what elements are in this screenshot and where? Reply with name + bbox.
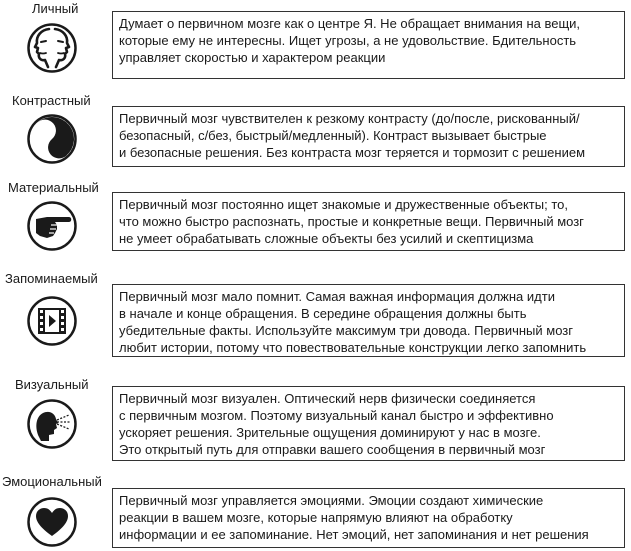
section-label-emotional: Эмоциональный [2, 474, 102, 489]
description-visual: Первичный мозг визуален. Оптический нерв физически соединяется с первичным мозгом. Поэтому визуальный канал быстро и эффективно ускоряет решения. Зрительные ощущения доминируют у нас в мозге. Это открытый путь для отправки вашего сообщения в первичный мозг [112, 386, 625, 461]
description-material: Первичный мозг постоянно ищет знакомые и дружественные объекты; то, что можно быстро распознать, простые и конкретные вещи. Первичный мозг не умеет обрабатывать сложные объекты без усилий и скептицизма [112, 192, 625, 251]
description-contrast: Первичный мозг чувствителен к резкому контрасту (до/после, рискованный/ безопасный, с/без, быстрый/медленный). Контраст вызывает быстрые и безопасные решения. Без контраста мозг теряется и тормозит с решением [112, 106, 625, 167]
description-emotional: Первичный мозг управляется эмоциями. Эмоции создают химические реакции в вашем мозге, которые напрямую влияют на обработку информации и ее запоминание. Нет эмоций, нет запоминания и нет решения [112, 488, 625, 548]
section-label-visual: Визуальный [15, 377, 89, 392]
head-eye-icon [27, 399, 77, 449]
yin-yang-icon [27, 114, 77, 164]
pointing-hand-icon [27, 201, 77, 251]
heart-icon [27, 497, 77, 547]
section-label-memorable: Запоминаемый [5, 271, 98, 286]
section-label-contrast: Контрастный [12, 93, 91, 108]
two-faces-icon [27, 23, 77, 73]
section-label-material: Материальный [8, 180, 99, 195]
description-memorable: Первичный мозг мало помнит. Самая важная информация должна идти в начале и конце обращения. В середине обращения должны быть убедительные факты. Используйте максимум три довода. Первичный мозг любит истории, потому что повествовательные конструкции легко запомнить [112, 284, 625, 357]
section-label-personal: Личный [32, 1, 79, 16]
description-personal: Думает о первичном мозге как о центре Я. Не обращает внимания на вещи, которые ему не интересны. Ищет угрозы, а не удовольствие. Бдительность управляет скоростью и характером реакции [112, 11, 625, 79]
film-play-icon [27, 296, 77, 346]
